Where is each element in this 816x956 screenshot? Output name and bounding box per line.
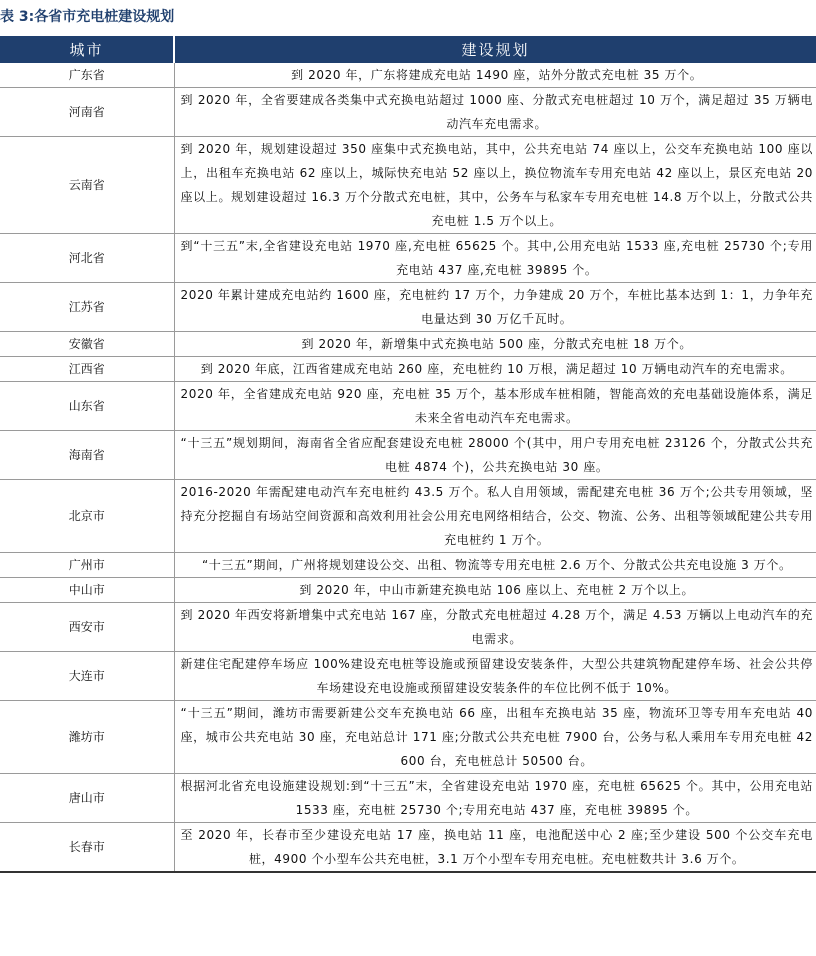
city-cell: 唐山市	[0, 774, 174, 823]
table-caption: 表 3:各省市充电桩建设规划	[0, 9, 175, 25]
city-cell: 西安市	[0, 603, 174, 652]
table-row	[0, 578, 816, 603]
city-cell: 河北省	[0, 234, 174, 283]
table-row	[0, 63, 816, 88]
table-header-row	[0, 36, 816, 63]
plan-cell: “十三五”期间，潍坊市需要新建公交车充换电站 66 座，出租车充换电站 35 座，物流环卫等专用车充电站 40 座，城市公共充电站 30 座，充电站总计 171 座;分散式公共充电桩 7900 台，公务与私人乘用车专用充电桩 42600 台，充电桩总计 50500 台。	[174, 701, 816, 774]
table-row	[0, 137, 816, 234]
table-row	[0, 357, 816, 382]
table-row	[0, 652, 816, 701]
table-row	[0, 603, 816, 652]
table-row	[0, 431, 816, 480]
table-row	[0, 774, 816, 823]
table-row	[0, 283, 816, 332]
plan-cell: 2020 年累计建成充电站约 1600 座，充电桩约 17 万个，力争建成 20 万个，车桩比基本达到 1：1，力争年充电量达到 30 万亿千瓦时。	[174, 283, 816, 332]
plan-cell: 到 2020 年，中山市新建充换电站 106 座以上、充电桩 2 万个以上。	[174, 578, 816, 603]
table-row	[0, 88, 816, 137]
plan-cell: 到 2020 年，广东将建成充电站 1490 座，站外分散式充电桩 35 万个。	[174, 63, 816, 88]
city-cell: 潍坊市	[0, 701, 174, 774]
city-cell: 广东省	[0, 63, 174, 88]
plan-cell: 到“十三五”末,全省建设充电站 1970 座,充电桩 65625 个。其中,公用充电站 1533 座,充电桩 25730 个;专用充电站 437 座,充电桩 39895 个。	[174, 234, 816, 283]
city-cell: 山东省	[0, 382, 174, 431]
city-cell: 长春市	[0, 823, 174, 873]
plan-cell: 2016-2020 年需配建电动汽车充电桩约 43.5 万个。私人自用领域，需配建充电桩 36 万个;公共专用领域，坚持充分挖掘自有场站空间资源和高效利用社会公用充电网络相结合，公交、物流、公务、出租等领域配建公共专用充电桩约 1 万个。	[174, 480, 816, 553]
city-cell: 江苏省	[0, 283, 174, 332]
city-cell: 北京市	[0, 480, 174, 553]
plan-cell: 到 2020 年，新增集中式充换电站 500 座，分散式充电桩 18 万个。	[174, 332, 816, 357]
plan-cell: 2020 年，全省建成充电站 920 座，充电桩 35 万个，基本形成车桩相随，智能高效的充电基础设施体系，满足未来全省电动汽车充电需求。	[174, 382, 816, 431]
plan-cell: 到 2020 年西安将新增集中式充电站 167 座，分散式充电桩超过 4.28 万个，满足 4.53 万辆以上电动汽车的充电需求。	[174, 603, 816, 652]
column-header-plan: 建设规划	[174, 36, 816, 63]
plan-cell: 根据河北省充电设施建设规划:到“十三五”末，全省建设充电站 1970 座，充电桩 65625 个。其中，公用充电站 1533 座，充电桩 25730 个;专用充电站 437 座，充电桩 39895 个。	[174, 774, 816, 823]
plan-cell: 到 2020 年底，江西省建成充电站 260 座，充电桩约 10 万根，满足超过 10 万辆电动汽车的充电需求。	[174, 357, 816, 382]
city-cell: 安徽省	[0, 332, 174, 357]
city-cell: 广州市	[0, 553, 174, 578]
table-row	[0, 701, 816, 774]
city-cell: 云南省	[0, 137, 174, 234]
plan-cell: 到 2020 年，规划建设超过 350 座集中式充换电站，其中，公共充电站 74 座以上，公交车充换电站 100 座以上，出租车充换电站 62 座以上，城际快充电站 52 座以上，换位物流车专用充电站 42 座以上，景区充电站 20 座以上。规划建设超过 16.3 万个分散式充电桩，其中，公务车与私家车专用充电桩 14.8 万个以上，分散式公共充电桩 1.5 万个以上。	[174, 137, 816, 234]
table-row	[0, 234, 816, 283]
table-row	[0, 480, 816, 553]
city-cell: 中山市	[0, 578, 174, 603]
plan-cell: 新建住宅配建停车场应 100%建设充电桩等设施或预留建设安装条件，大型公共建筑物配建停车场、社会公共停车场建设充电设施或预留建设安装条件的车位比例不低于 10%。	[174, 652, 816, 701]
city-cell: 海南省	[0, 431, 174, 480]
plan-cell: “十三五”期间，广州将规划建设公交、出租、物流等专用充电桩 2.6 万个、分散式公共充电设施 3 万个。	[174, 553, 816, 578]
plan-cell: 至 2020 年，长春市至少建设充电站 17 座，换电站 11 座，电池配送中心 2 座;至少建设 500 个公交车充电桩，4900 个小型车公共充电桩，3.1 万个小型车专用充电桩。充电桩数共计 3.6 万个。	[174, 823, 816, 873]
plan-cell: “十三五”规划期间，海南省全省应配套建设充电桩 28000 个(其中，用户专用充电桩 23126 个，分散式公共充电桩 4874 个)，公共充换电站 30 座。	[174, 431, 816, 480]
table-row	[0, 382, 816, 431]
table-row	[0, 553, 816, 578]
charging-plan-table	[0, 36, 816, 873]
city-cell: 河南省	[0, 88, 174, 137]
table-row	[0, 823, 816, 873]
column-header-city: 城市	[0, 36, 174, 63]
table-row	[0, 332, 816, 357]
city-cell: 大连市	[0, 652, 174, 701]
plan-cell: 到 2020 年，全省要建成各类集中式充换电站超过 1000 座、分散式充电桩超过 10 万个，满足超过 35 万辆电动汽车充电需求。	[174, 88, 816, 137]
table-body	[0, 63, 816, 872]
city-cell: 江西省	[0, 357, 174, 382]
